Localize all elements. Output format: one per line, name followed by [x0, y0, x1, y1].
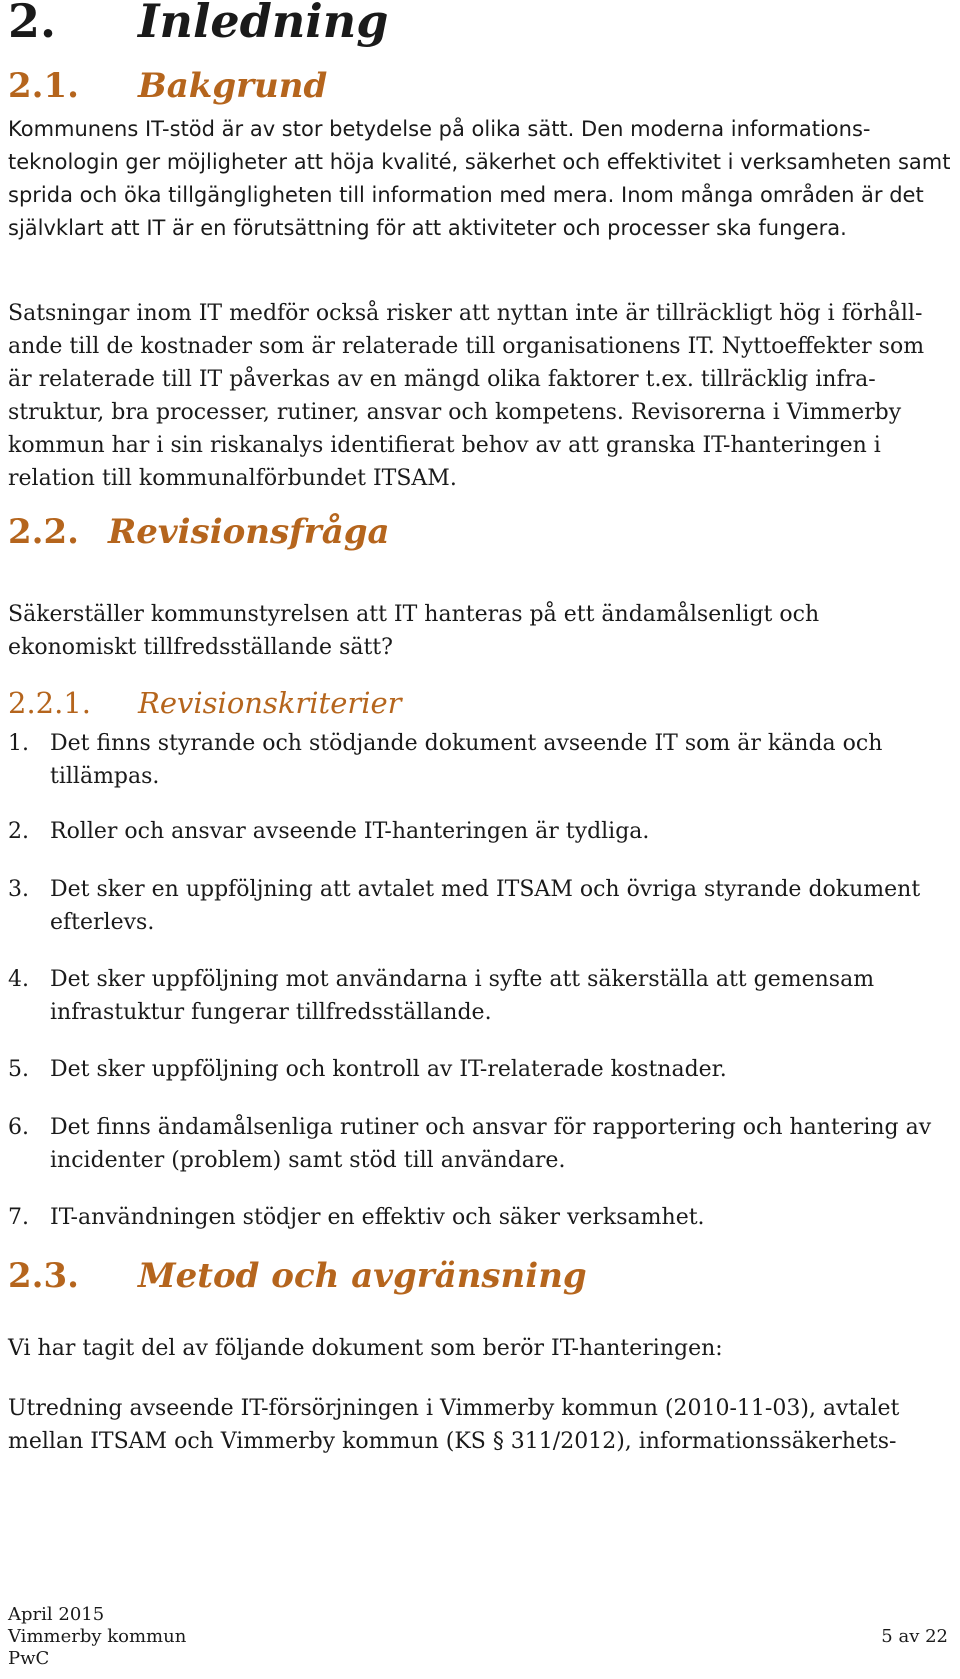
section-heading-metod — [8, 1256, 587, 1296]
section-heading-bakgrund — [8, 66, 327, 106]
list-item — [8, 1201, 952, 1234]
subsection-heading-revisionskriterier — [8, 686, 402, 720]
footer-company: PwC — [8, 1648, 50, 1669]
list-item-text: Roller och ansvar avseende IT-hanteringen är tydliga. — [50, 819, 650, 844]
page-number: 5 av 22 — [881, 1626, 948, 1647]
subsection-title: Revisionskriterier — [138, 686, 402, 720]
list-item-number: 7. — [8, 1205, 29, 1230]
chapter-heading — [8, 0, 388, 48]
metod-paragraph-2: Utredning avseende IT-försörjningen i Vimmerby kommun (2010-11-03), avtalet mellan ITSAM och Vimmerby kommun (KS § 311/2012), informationssäkerhets- — [8, 1396, 900, 1454]
section-title: Revisionsfråga — [108, 512, 390, 552]
metod-paragraph-1: Vi har tagit del av följande dokument som berör IT-hanteringen: — [8, 1336, 723, 1361]
list-item-number: 6. — [8, 1115, 29, 1140]
footer-organization: Vimmerby kommun — [8, 1626, 187, 1647]
section-number: 2.2. — [8, 512, 79, 552]
list-item-number: 5. — [8, 1057, 29, 1082]
list-item-number: 3. — [8, 877, 29, 902]
section-title: Bakgrund — [138, 66, 328, 106]
section-number: 2.3. — [8, 1256, 79, 1296]
list-item-number: 4. — [8, 967, 29, 992]
page-footer — [8, 1604, 186, 1670]
footer-date: April 2015 — [8, 1604, 105, 1625]
list-item — [8, 727, 952, 793]
section-heading-revisionsfraga — [8, 512, 390, 552]
chapter-title: Inledning — [138, 0, 389, 48]
list-item — [8, 1111, 952, 1177]
list-item-text: Det sker uppföljning mot användarna i syfte att säkerställa att gemensam infrastuktur fungerar tillfredsställande. — [50, 967, 875, 1025]
list-item-text: Det finns styrande och stödjande dokument avseende IT som är kända och tillämpas. — [50, 731, 883, 789]
subsection-number: 2.2.1. — [8, 686, 92, 720]
list-item-number: 1. — [8, 731, 29, 756]
list-item — [8, 815, 952, 848]
list-item — [8, 873, 952, 939]
bakgrund-paragraph-1: Kommunens IT-stöd är av stor betydelse på olika sätt. Den moderna informations-teknologin ger möjligheter att höja kvalité, säkerhet och effektivitet i verksamheten samt sprida och öka tillgängligheten till information med mera. Inom många områden är det självklart att IT är en förutsättning för att aktiviteter och processer ska fungera. — [8, 117, 951, 240]
section-number: 2.1. — [8, 66, 79, 106]
list-item — [8, 1053, 952, 1086]
section-title: Metod och avgränsning — [138, 1256, 587, 1296]
chapter-number: 2. — [8, 0, 57, 48]
list-item-text: Det sker uppföljning och kontroll av IT-relaterade kostnader. — [50, 1057, 727, 1082]
list-item-text: IT-användningen stödjer en effektiv och säker verksamhet. — [50, 1205, 705, 1230]
list-item-text: Det finns ändamålsenliga rutiner och ansvar för rapportering och hantering av incidenter (problem) samt stöd till användare. — [50, 1115, 932, 1173]
bakgrund-paragraph-2: Satsningar inom IT medför också risker att nyttan inte är tillräckligt hög i förhåll-ande till de kostnader som är relaterade till organisationens IT. Nyttoeffekter som är relaterade till IT påverkas av en mängd olika faktorer t.ex. tillräcklig infra-struktur, bra processer, rutiner, ansvar och kompetens. Revisorerna i Vimmerby kommun har i sin riskanalys identifierat behov av att granska IT-hanteringen i relation till kommunalförbundet ITSAM. — [8, 301, 925, 491]
list-item — [8, 963, 952, 1029]
revisionsfraga-paragraph: Säkerställer kommunstyrelsen att IT hanteras på ett ändamålsenligt och ekonomiskt tillfredsställande sätt? — [8, 602, 820, 660]
list-item-text: Det sker en uppföljning att avtalet med ITSAM och övriga styrande dokument efterlevs. — [50, 877, 921, 935]
list-item-number: 2. — [8, 819, 29, 844]
